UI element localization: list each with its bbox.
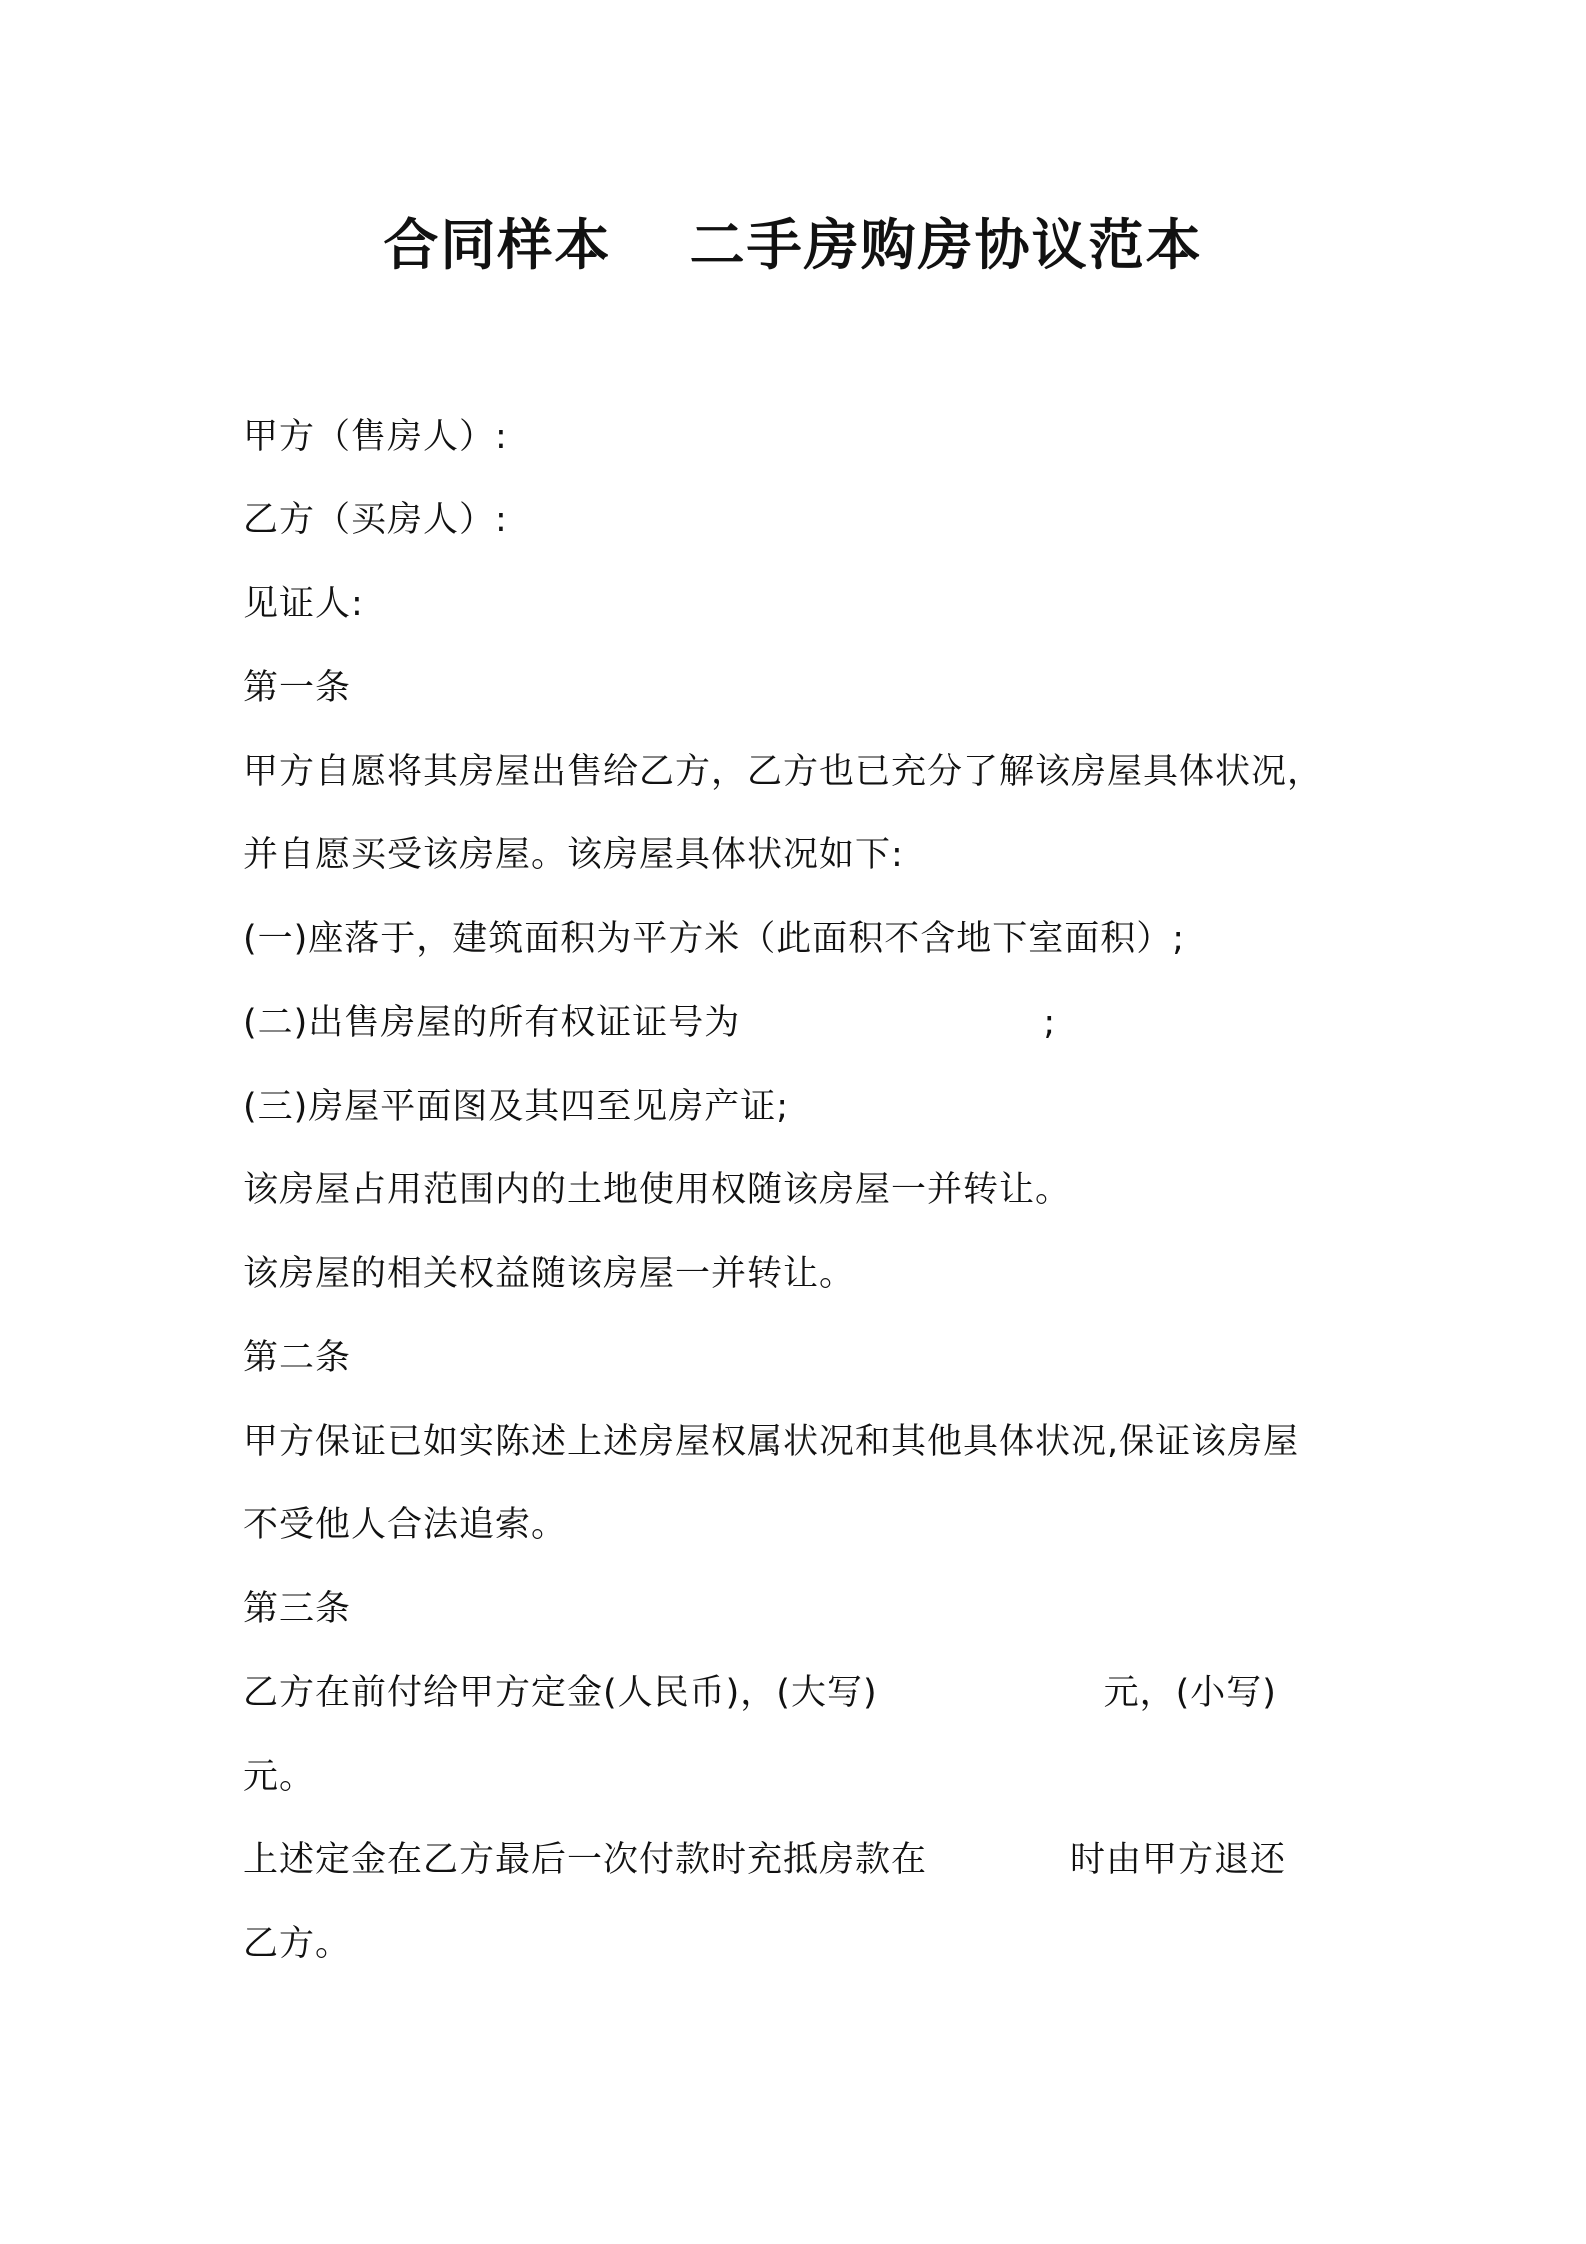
- article1-item2-text: (二)出售房屋的所有权证证号为: [243, 1003, 741, 1043]
- article2-line1: 甲方保证已如实陈述上述房屋权属状况和其他具体状况,保证该房屋: [243, 1422, 1300, 1462]
- article1-item3: (三)房屋平面图及其四至见房产证;: [243, 1087, 790, 1127]
- article3-deposit-line: [243, 1668, 1277, 1718]
- buyer-party-line: 乙方（买房人）:: [243, 500, 508, 540]
- article1-item1: (一)座落于，建筑面积为平方米（此面积不含地下室面积）;: [243, 919, 1186, 959]
- article2-line2: 不受他人合法追索。: [243, 1505, 568, 1545]
- article1-line1: 甲方自愿将其房屋出售给乙方，乙方也已充分了解该房屋具体状况，: [243, 752, 1324, 792]
- page-title: 合同样本 二手房购房协议范本: [383, 213, 1203, 277]
- article3-heading: 第三条: [243, 1589, 352, 1629]
- article1-heading: 第一条: [243, 668, 352, 708]
- seller-party-line: 甲方（售房人）:: [243, 417, 508, 457]
- refund-text-2: 时由甲方退还: [1070, 1840, 1287, 1880]
- article2-heading: 第二条: [243, 1338, 352, 1378]
- deposit-text: 乙方在前付给甲方定金(人民币)，(大写): [243, 1673, 878, 1713]
- article1-item2: [243, 998, 1056, 1048]
- deposit-text-2: 元，(小写): [1103, 1673, 1277, 1713]
- article3-refund-line: [243, 1835, 1286, 1885]
- article3-deposit-line2: 元。: [243, 1757, 316, 1797]
- article1-land: 该房屋占用范围内的土地使用权随该房屋一并转让。: [243, 1170, 1072, 1210]
- article1-item2-end: ;: [1043, 1003, 1057, 1043]
- refund-text: 上述定金在乙方最后一次付款时充抵房款在: [243, 1840, 928, 1880]
- witness-line: 见证人:: [243, 584, 364, 624]
- article1-line2: 并自愿买受该房屋。该房屋具体状况如下:: [243, 835, 904, 875]
- article3-refund-line2: 乙方。: [243, 1924, 352, 1964]
- article1-rights: 该房屋的相关权益随该房屋一并转让。: [243, 1254, 856, 1294]
